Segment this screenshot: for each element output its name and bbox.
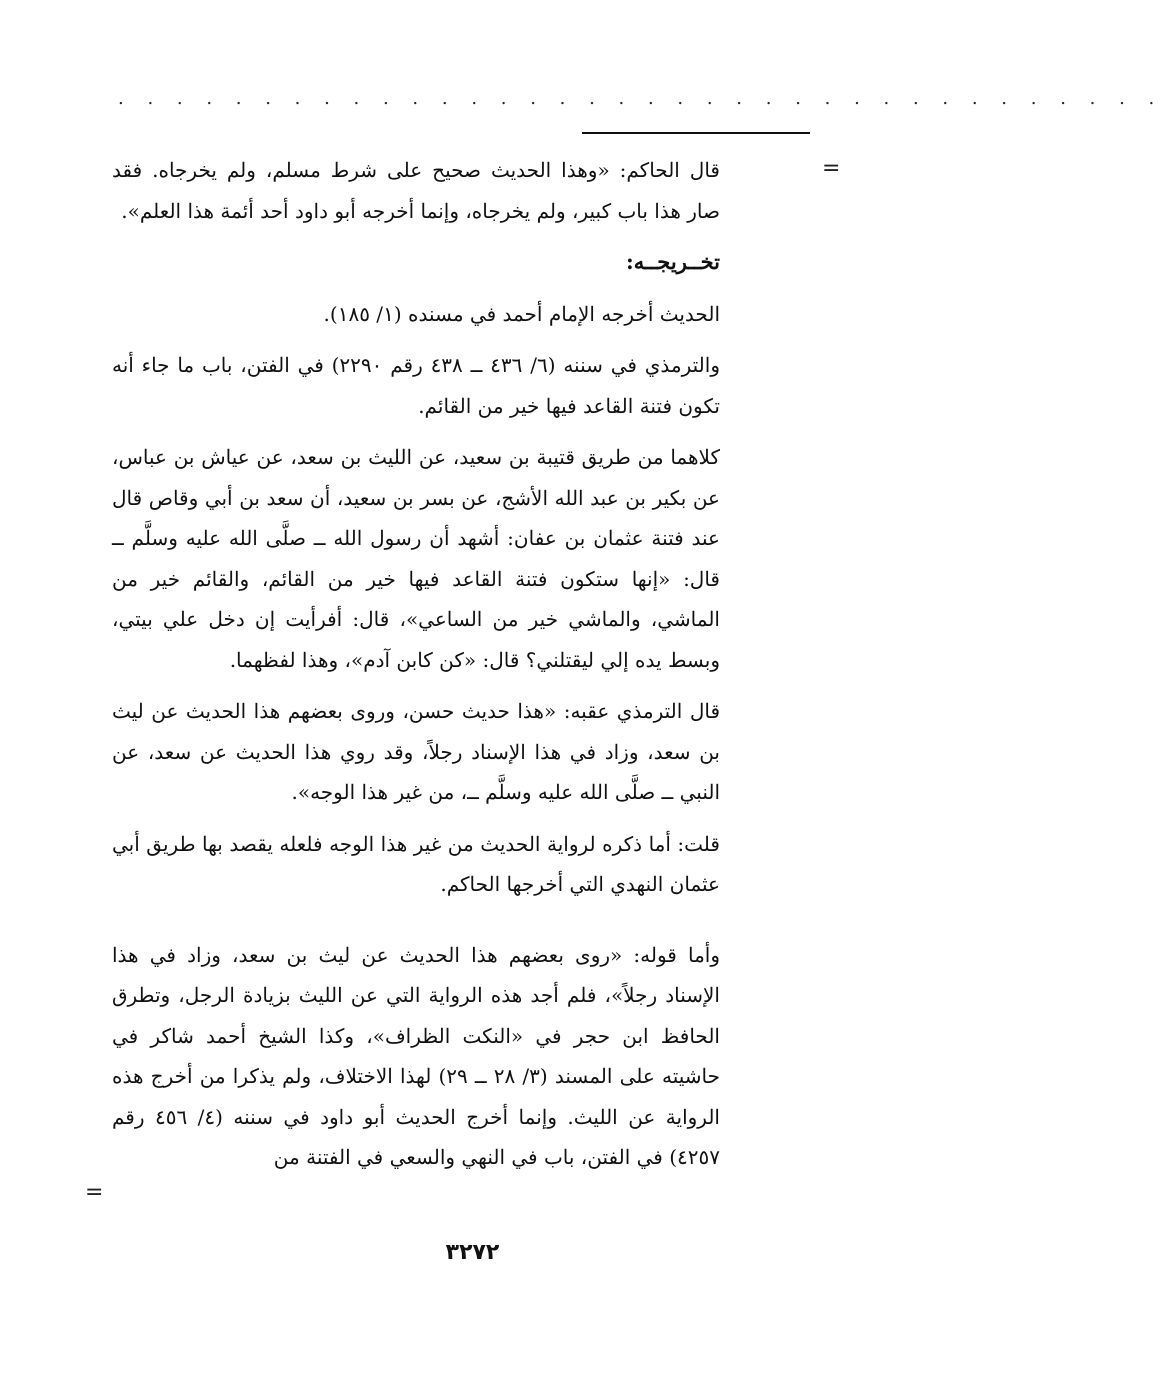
paragraph-isnad: كلاهما من طريق قتيبة بن سعيد، عن الليث بن سعد، عن عياش بن عباس، عن بكير بن عبد الله الأشج، عن بسر بن سعيد، أن سعد بن أبي وقاص قال عند فتنة عثمان بن عفان: أشهد أن رسول الله ــ صلَّى الله عليه وسلَّم ــ قال: «إنها ستكون فتنة القاعد فيها خير من القائم، والقائم خير من الماشي، والماشي خير من الساعي»، قال: أفرأيت إن دخل علي بيتي، وبسط يده إلي ليقتلني؟ قال: «كن كابن آدم»، وهذا لفظهما. <box>112 445 720 672</box>
paragraph-ahmad: الحديث أخرجه الإمام أحمد في مسنده (١/ ١٨٥). <box>323 301 720 326</box>
continuation-mark-top: = <box>822 156 841 181</box>
continuation-mark-bottom: = <box>85 1180 104 1205</box>
header-dot-leader: . . . . . . . . . . . . . . . . . . . . . . . . . . . . . . . . . . . . <box>118 88 1163 109</box>
paragraph-tirmidhi: والترمذي في سننه (٦/ ٤٣٦ ــ ٤٣٨ رقم ٢٢٩٠) في الفتن، باب ما جاء أنه تكون فتنة القاعد فيها خير من القائم. <box>112 353 720 418</box>
section-heading-takhrij: تخــريجــه: <box>625 249 720 274</box>
paragraph-tirmidhi-comment: قال الترمذي عقبه: «هذا حديث حسن، وروى بعضهم هذا الحديث عن ليث بن سعد، وزاد في هذا الإسناد رجلاً، وقد روي هذا الحديث عن سعد، عن النبي ــ صلَّى الله عليه وسلَّم ــ، من غير هذا الوجه». <box>112 699 720 804</box>
paragraph-discussion: وأما قوله: «روى بعضهم هذا الحديث عن ليث بن سعد، وزاد في هذا الإسناد رجلاً»، فلم أجد هذه الرواية التي عن الليث بزيادة الرجل، وتطرق الحافظ ابن حجر في «النكت الظراف»، وكذا الشيخ أحمد شاكر في حاشيته على المسند (٣/ ٢٨ ــ ٢٩) لهذا الاختلاف، ولم يذكرا من أخرج هذه الرواية عن الليث. وإنما أخرج الحديث أبو داود في سننه (٤/ ٤٥٦ رقم ٤٢٥٧) في الفتن، باب في النهي والسعي في الفتنة من <box>112 942 720 1169</box>
footnote-body <box>112 150 720 1189</box>
page-number: ٣٢٧٢ <box>445 1240 500 1265</box>
paragraph-hakim-quote: قال الحاكم: «وهذا الحديث صحيح على شرط مسلم، ولم يخرجاه. فقد صار هذا باب كبير، ولم يخرجاه، وإنما أخرجه أبو داود أحد أئمة هذا العلم». <box>112 158 720 223</box>
footnote-separator-rule <box>582 132 810 134</box>
paragraph-author-note: قلت: أما ذكره لرواية الحديث من غير هذا الوجه فلعله يقصد بها طريق أبي عثمان النهدي التي أخرجها الحاكم. <box>112 831 720 896</box>
